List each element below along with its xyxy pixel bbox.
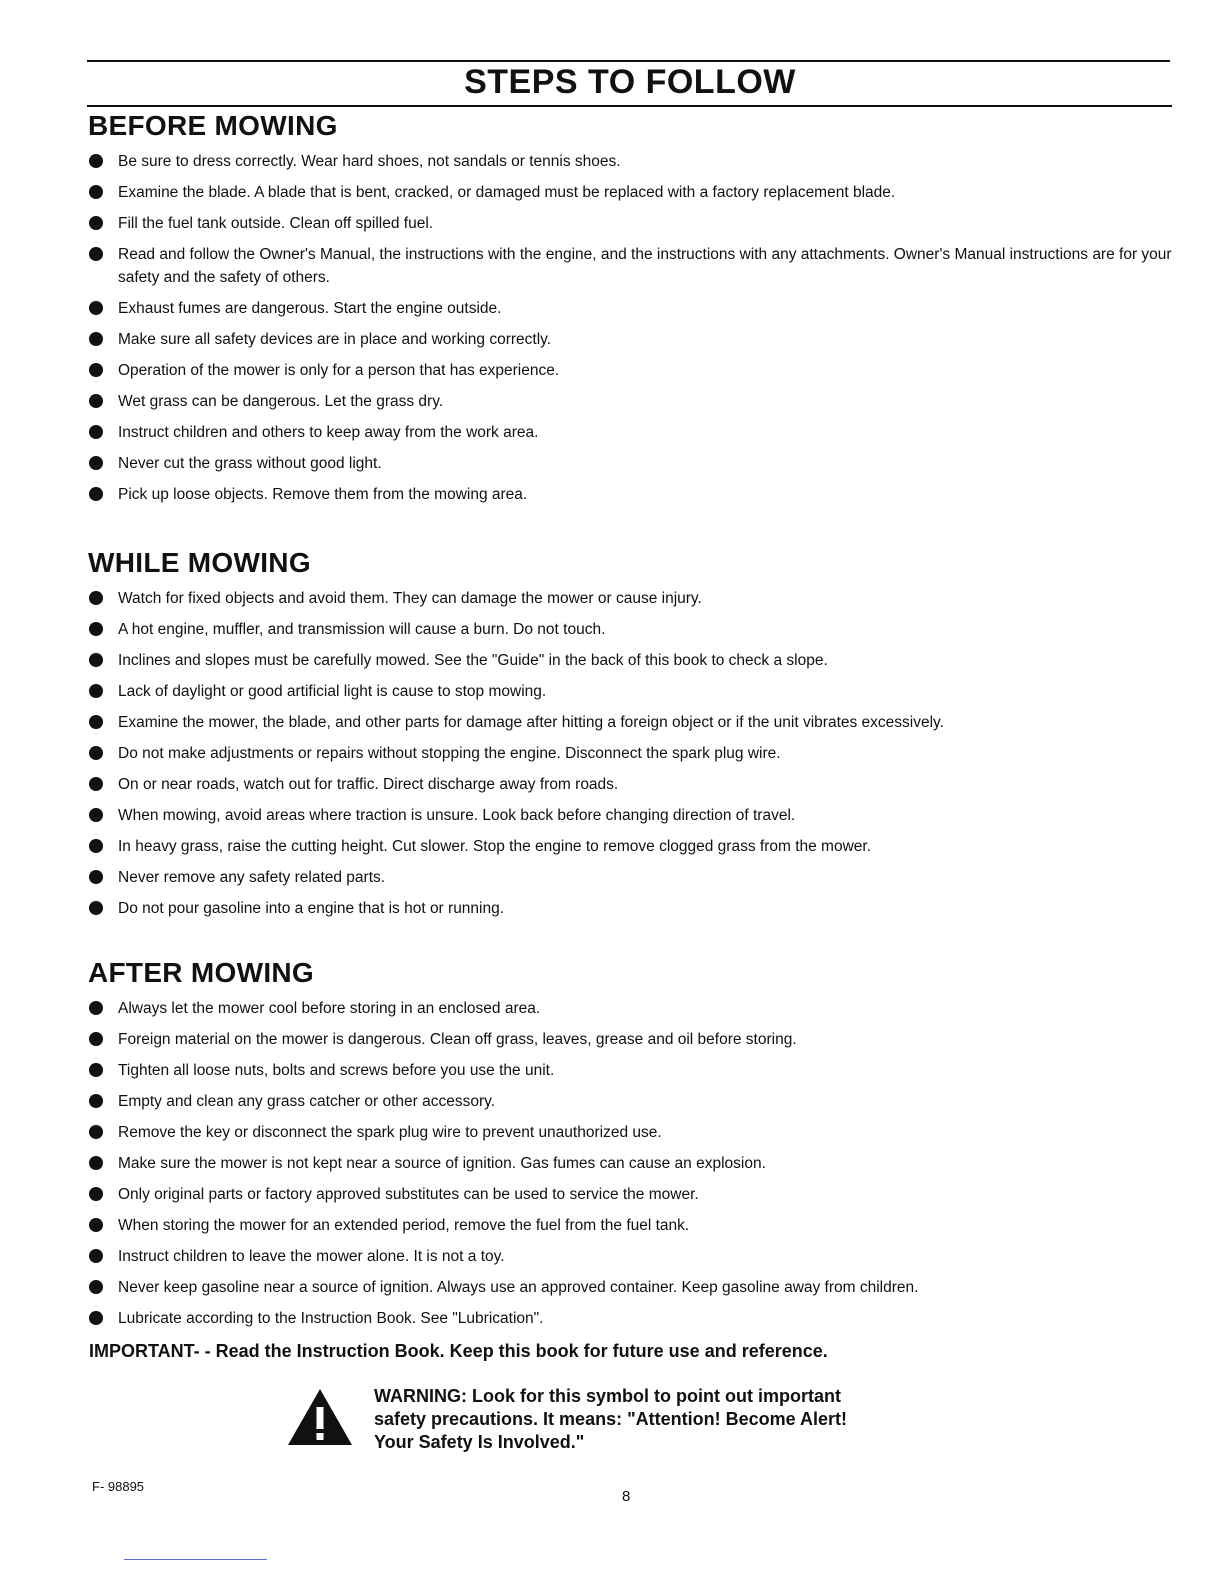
bullet-icon <box>89 247 103 261</box>
bullet-icon <box>89 363 103 377</box>
list-item-text: Only original parts or factory approved substitutes can be used to service the mower. <box>118 1186 699 1203</box>
bullet-icon <box>89 1280 103 1294</box>
list-item-text: Wet grass can be dangerous. Let the grass dry. <box>118 393 444 410</box>
list-item-text: Instruct children and others to keep away from the work area. <box>118 424 539 441</box>
list-item-text: Exhaust fumes are dangerous. Start the engine outside. <box>118 300 502 317</box>
bullet-icon <box>89 746 103 760</box>
title-bottom-rule <box>87 105 1172 107</box>
bullet-icon <box>89 216 103 230</box>
bullet-icon <box>89 456 103 470</box>
warning-line: Your Safety Is Involved." <box>374 1432 585 1452</box>
list-item <box>88 1245 1188 1268</box>
bullet-icon <box>89 394 103 408</box>
warning-line: safety precautions. It means: "Attention! Become Alert! <box>374 1409 847 1429</box>
bullet-icon <box>89 1094 103 1108</box>
bullet-icon <box>89 684 103 698</box>
bullet-icon <box>89 591 103 605</box>
section-heading: WHILE MOWING <box>88 547 311 578</box>
list-item-text: Foreign material on the mower is dangerous. Clean off grass, leaves, grease and oil before storing. <box>118 1031 797 1048</box>
list-item-text: Pick up loose objects. Remove them from the mowing area. <box>118 486 528 503</box>
document-code: F- 98895 <box>92 1479 145 1494</box>
list-item-text: In heavy grass, raise the cutting height. Cut slower. Stop the engine to remove clogged grass from the mower. <box>118 838 872 855</box>
list-item-text: Instruct children to leave the mower alone. It is not a toy. <box>118 1248 505 1265</box>
list-item-text: Be sure to dress correctly. Wear hard shoes, not sandals or tennis shoes. <box>118 153 621 170</box>
bullet-list <box>88 997 1188 1330</box>
list-item-text: Lack of daylight or good artificial light is cause to stop mowing. <box>118 683 547 700</box>
list-item-text: Always let the mower cool before storing in an enclosed area. <box>118 1000 541 1017</box>
list-item-text: Lubricate according to the Instruction Book. See "Lubrication". <box>118 1310 544 1327</box>
bullet-icon <box>89 1218 103 1232</box>
list-item <box>88 1090 1188 1113</box>
bullet-icon <box>89 622 103 636</box>
list-item-text: Watch for fixed objects and avoid them. They can damage the mower or cause injury. <box>118 590 702 607</box>
bullet-icon <box>89 1125 103 1139</box>
list-item <box>88 680 1188 703</box>
list-item <box>88 866 1188 889</box>
list-item <box>88 181 1188 204</box>
section-after-mowing <box>88 957 1188 1330</box>
bullet-icon <box>89 332 103 346</box>
list-item <box>88 1214 1188 1237</box>
list-item <box>88 773 1188 796</box>
list-item <box>88 649 1188 672</box>
list-item <box>88 243 1188 289</box>
list-item <box>88 150 1188 173</box>
list-item-text: Remove the key or disconnect the spark plug wire to prevent unauthorized use. <box>118 1124 662 1141</box>
list-item <box>88 742 1188 765</box>
list-item <box>88 1121 1188 1144</box>
list-item <box>88 1152 1188 1175</box>
page-number: 8 <box>622 1488 631 1505</box>
list-item-text: Never keep gasoline near a source of ignition. Always use an approved container. Keep gasoline away from children. <box>118 1279 919 1296</box>
bullet-icon <box>89 185 103 199</box>
list-item <box>88 804 1188 827</box>
list-item <box>88 897 1188 920</box>
bullet-icon <box>89 1063 103 1077</box>
list-item <box>88 359 1188 382</box>
list-item-text: Operation of the mower is only for a person that has experience. <box>118 362 560 379</box>
list-item <box>88 1276 1188 1299</box>
list-item <box>88 421 1188 444</box>
section-heading: AFTER MOWING <box>88 957 315 988</box>
list-item <box>88 483 1188 506</box>
list-item <box>88 328 1188 351</box>
bullet-icon <box>89 653 103 667</box>
bullet-icon <box>89 487 103 501</box>
list-item <box>88 297 1188 320</box>
list-item-text: Inclines and slopes must be carefully mowed. See the "Guide" in the back of this book to check a slope. <box>118 652 828 669</box>
bullet-icon <box>89 425 103 439</box>
list-item <box>88 1307 1188 1330</box>
list-item-text: Empty and clean any grass catcher or other accessory. <box>118 1093 496 1110</box>
list-item <box>88 452 1188 475</box>
bullet-icon <box>89 1187 103 1201</box>
list-item <box>88 997 1188 1020</box>
list-item-text: Examine the mower, the blade, and other parts for damage after hitting a foreign object or if the unit vibrates excessively. <box>118 714 944 731</box>
bullet-icon <box>89 808 103 822</box>
bullet-list <box>88 587 1188 920</box>
list-item-text: Fill the fuel tank outside. Clean off spilled fuel. <box>118 215 434 232</box>
list-item-text: Examine the blade. A blade that is bent, cracked, or damaged must be replaced with a factory replacement blade. <box>118 184 896 201</box>
bullet-icon <box>89 301 103 315</box>
warning-triangle-icon <box>286 1387 354 1447</box>
section-heading: BEFORE MOWING <box>88 110 338 141</box>
list-item-text: When mowing, avoid areas where traction is unsure. Look back before changing direction of travel. <box>118 807 796 824</box>
list-item <box>88 618 1188 641</box>
list-item <box>88 1183 1188 1206</box>
footer-divider <box>124 1559 267 1560</box>
list-item-text: A hot engine, muffler, and transmission will cause a burn. Do not touch. <box>118 621 606 638</box>
warning-line: WARNING: Look for this symbol to point out important <box>374 1386 841 1406</box>
list-item-text: Make sure all safety devices are in place and working correctly. <box>118 331 552 348</box>
bullet-icon <box>89 901 103 915</box>
list-item <box>88 212 1188 235</box>
bullet-icon <box>89 1001 103 1015</box>
list-item-text: Tighten all loose nuts, bolts and screws before you use the unit. <box>118 1062 555 1079</box>
list-item <box>88 1059 1188 1082</box>
list-item-text: Make sure the mower is not kept near a source of ignition. Gas fumes can cause an explosion. <box>118 1155 766 1172</box>
list-item-text: Read and follow the Owner's Manual, the instructions with the engine, and the instructions with any attachments. Owner's Manual instructions are for your safety and the safety of others. <box>118 246 1172 286</box>
bullet-icon <box>89 1156 103 1170</box>
bullet-icon <box>89 870 103 884</box>
section-while-mowing <box>88 547 1188 920</box>
list-item <box>88 711 1188 734</box>
section-before-mowing <box>88 110 1188 506</box>
list-item <box>88 587 1188 610</box>
bullet-icon <box>89 777 103 791</box>
list-item-text: On or near roads, watch out for traffic. Direct discharge away from roads. <box>118 776 619 793</box>
warning-block <box>286 1385 966 1465</box>
bullet-icon <box>89 715 103 729</box>
bullet-icon <box>89 1032 103 1046</box>
list-item-text: Do not make adjustments or repairs without stopping the engine. Disconnect the spark plug wire. <box>118 745 781 762</box>
list-item-text: Never remove any safety related parts. <box>118 869 386 886</box>
important-note: IMPORTANT- - Read the Instruction Book. Keep this book for future use and reference. <box>89 1341 828 1361</box>
list-item <box>88 1028 1188 1051</box>
list-item <box>88 390 1188 413</box>
bullet-icon <box>89 154 103 168</box>
bullet-list <box>88 150 1188 506</box>
page-title: STEPS TO FOLLOW <box>464 63 796 101</box>
bullet-icon <box>89 1311 103 1325</box>
list-item <box>88 835 1188 858</box>
bullet-icon <box>89 1249 103 1263</box>
bullet-icon <box>89 839 103 853</box>
list-item-text: Never cut the grass without good light. <box>118 455 382 472</box>
warning-text <box>374 1385 974 1454</box>
list-item-text: Do not pour gasoline into a engine that is hot or running. <box>118 900 505 917</box>
list-item-text: When storing the mower for an extended period, remove the fuel from the fuel tank. <box>118 1217 690 1234</box>
